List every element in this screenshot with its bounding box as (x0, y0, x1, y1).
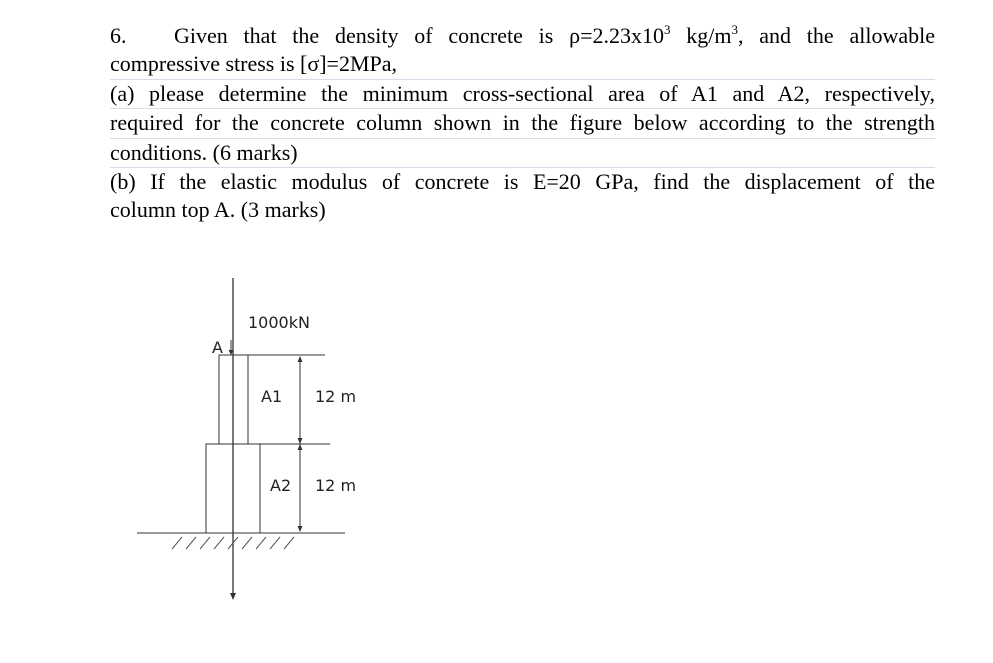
dim-arrow-top-icon (298, 356, 303, 362)
upper-section-label: A1 (261, 387, 283, 406)
part-b-line-1: (b) If the elastic modulus of concrete is E=20 GPa, find the displacement of the (110, 168, 935, 194)
unit-exponent: 3 (731, 22, 738, 37)
part-a-line-3: conditions. (6 marks) (110, 139, 935, 168)
density-exponent: 3 (663, 22, 671, 37)
line1-end-text: , and the allowable (737, 23, 935, 48)
lower-section-label: A2 (270, 476, 292, 495)
density-unit: kg/m (670, 23, 732, 48)
upper-length-label: 12 m (315, 387, 357, 406)
load-arrowhead-icon (230, 593, 236, 600)
dim-arrow-mid-up-icon (298, 444, 303, 450)
question-number: 6. (110, 23, 127, 48)
part-b-line-2: column top A. (3 marks) (110, 197, 326, 223)
dim-arrow-mid-down-icon (298, 438, 303, 444)
point-a-label: A (212, 338, 223, 357)
part-a-line-1: (a) please determine the minimum cross-sectional area of A1 and A2, respectively, (110, 80, 935, 109)
part-a-line-2: required for the concrete column shown in the figure below according to the strength (110, 109, 935, 138)
lower-length-label: 12 m (315, 476, 357, 495)
question-line-2: compressive stress is [σ]=2MPa, (110, 50, 935, 79)
load-label: 1000kN (248, 313, 310, 332)
density-text: Given that the density of concrete is ρ=2.23x10 (174, 23, 664, 48)
dim-arrow-bottom-icon (298, 526, 303, 532)
